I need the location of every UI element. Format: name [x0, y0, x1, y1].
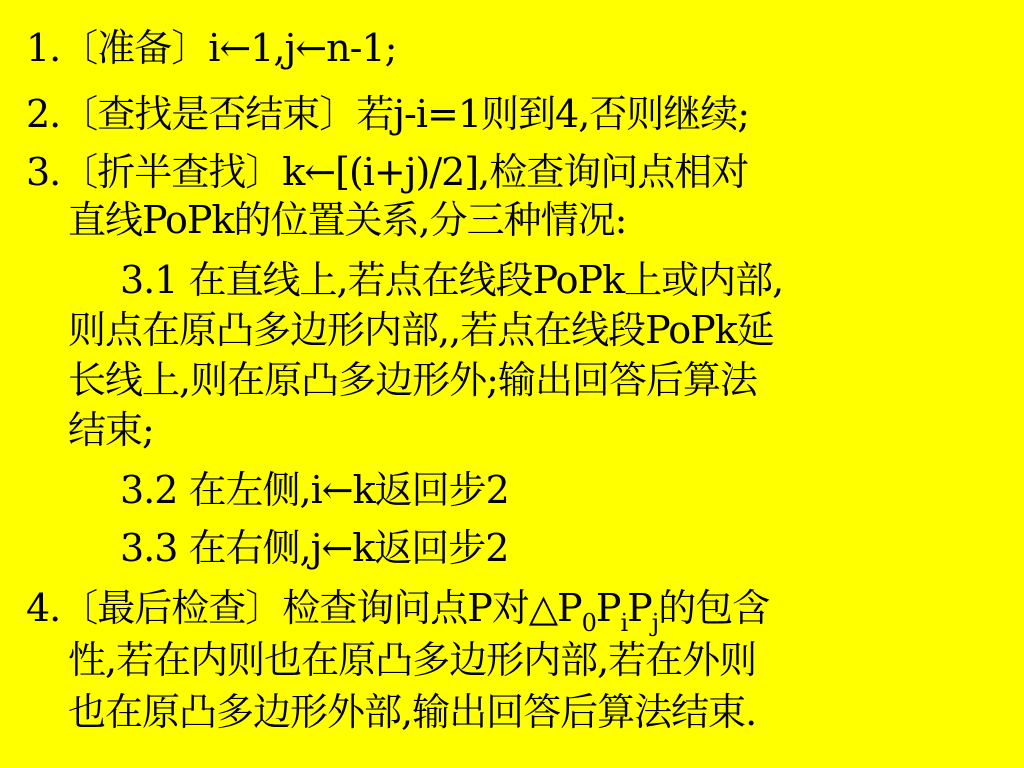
step-3-1-line: 3.1 在直线上,若点在线段PoPk上或内部, — [120, 258, 784, 302]
subscript-i: i — [620, 609, 628, 637]
step-3-line-continued: 直线PoPk的位置关系,分三种情况: — [68, 198, 627, 242]
step-3-3-line: 3.3 在右侧,j←k返回步2 — [120, 526, 509, 570]
step-4-line — [26, 584, 770, 637]
step-3-1-line-3: 长线上,则在原凸多边形外;输出回答后算法 — [68, 358, 757, 402]
step-4-line-2: 性,若在内则也在原凸多边形内部,若在外则 — [68, 638, 757, 682]
point-pj: P — [627, 586, 652, 630]
step-3-line: 3.〔折半查找〕k←[(i+j)/2],检查询问点相对 — [26, 150, 749, 194]
step-3-2-line: 3.2 在左侧,i←k返回步2 — [120, 468, 509, 512]
point-pi: P — [595, 586, 621, 630]
subscript-j: j — [651, 609, 659, 637]
subscript-0: 0 — [581, 609, 596, 637]
step-3-1-line-2: 则点在原凸多边形内部,,若点在线段PoPk延 — [68, 308, 774, 352]
step-4-line-3: 也在原凸多边形外部,输出回答后算法结束. — [68, 690, 757, 734]
step-1-line: 1.〔准备〕i←1,j←n-1; — [26, 26, 397, 70]
step-4-prefix: 4.〔最后检查〕检查询问点P对△P — [26, 586, 582, 630]
step-3-1-line-4: 结束; — [68, 408, 154, 452]
step-4-suffix: 的包含 — [658, 586, 770, 630]
step-2-line: 2.〔查找是否结束〕若j-i=1则到4,否则继续; — [26, 92, 750, 136]
